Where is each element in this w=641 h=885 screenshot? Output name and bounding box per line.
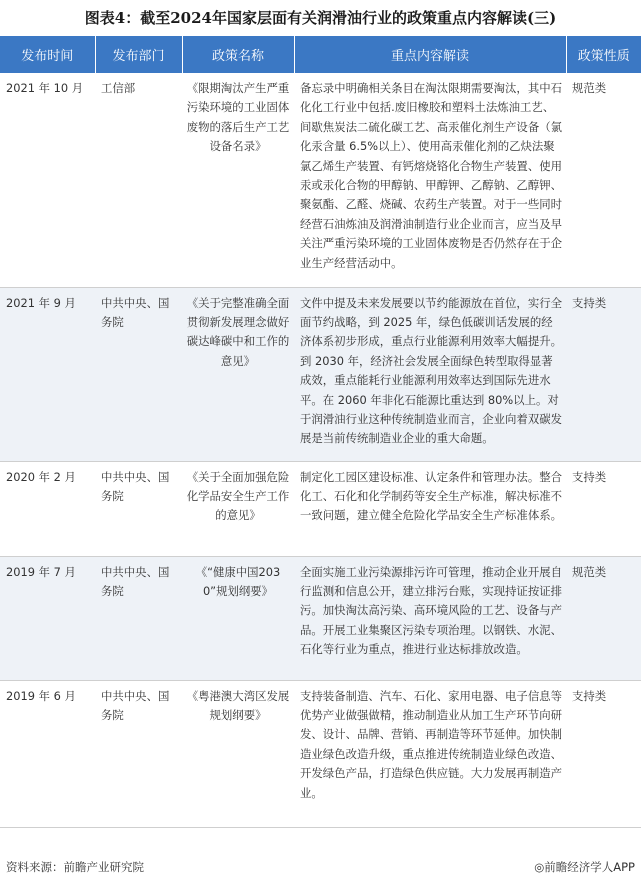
cell-content: 制定化工园区建设标准、认定条件和管理办法。整合化工、石化和化学制药等安全生产标准，解决标准不一致问题，建立健全危险化学品安全生产标准体系。 — [294, 461, 566, 556]
brand-credit: ◎前瞻经济学人APP — [534, 860, 635, 874]
cell-date: 2020 年 2 月 — [0, 461, 95, 556]
cell-policy: 《关于完整准确全面贯彻新发展理念做好碳达峰碳中和工作的意见》 — [182, 287, 294, 461]
cell-policy: 《粤港澳大湾区发展规划纲要》 — [182, 680, 294, 827]
cell-nature: 规范类 — [566, 73, 641, 287]
cell-dept: 中共中央、国务院 — [95, 461, 182, 556]
table-row — [0, 556, 641, 680]
cell-content: 文件中提及未来发展要以节约能源放在首位，实行全面节约战略，到 2025 年，绿色低碳训话发展的经济体系初步形成，重点行业能源利用效率大幅提升。到 2030 年，经济社会发展全面绿色转型取得显著成效，重点能耗行业能源利用效率达到国际先进水平。在 2060 年非化石能源比重达到 80%以上。对于润滑油行业这种传统制造业而言，企业向着双碳发展是当前传统制造业企业的重大命题。 — [294, 287, 566, 461]
cell-content: 全面实施工业污染源排污许可管理，推动企业开展自行监测和信息公开，建立排污台账，实现持证按证排污。加快淘汰高污染、高环境风险的工艺、设备与产品。开展工业集聚区污染专项治理。以钢铁、水泥、石化等行业为重点，推进行业达标排放改造。 — [294, 556, 566, 680]
header-nature: 政策性质 — [566, 36, 641, 73]
cell-date: 2019 年 6 月 — [0, 680, 95, 827]
cell-dept: 工信部 — [95, 73, 182, 287]
cell-dept: 中共中央、国务院 — [95, 287, 182, 461]
cell-nature: 支持类 — [566, 287, 641, 461]
cell-nature: 支持类 — [566, 680, 641, 827]
table-header-row — [0, 36, 641, 73]
cell-dept: 中共中央、国务院 — [95, 680, 182, 827]
cell-policy: 《限期淘汰产生严重污染环境的工业固体废物的落后生产工艺设备名录》 — [182, 73, 294, 287]
header-dept: 发布部门 — [95, 36, 182, 73]
cell-date: 2021 年 10 月 — [0, 73, 95, 287]
cell-content: 备忘录中明确相关条目在淘汰限期需要淘汰，其中石化化工行业中包括.废旧橡胶和塑料土法炼油工艺、间歇焦炭法二硫化碳工艺、高汞催化剂生产设备（氯化汞含量 6.5%以上）、使用高汞催化剂的乙炔法聚氯乙烯生产装置、有钙熔烧铬化合物生产装置、使用汞或汞化合物的甲醇钠、甲醇钾、乙醇钠、乙醇钾、聚氨酯、乙醛、烧碱、农药生产装置。对于一些同时经营石油炼油及润滑油制造行业企业而言，应当及早关注严重污染环境的工业固体废物是否仍然存在于企业生产经营活动中。 — [294, 73, 566, 287]
footer — [0, 855, 641, 883]
chart-title: 图表4：截至2024年国家层面有关润滑油行业的政策重点内容解读(三) — [84, 9, 557, 27]
source-note: 资料来源：前瞻产业研究院 — [6, 860, 144, 874]
header-policy: 政策名称 — [182, 36, 294, 73]
policy-table — [0, 36, 641, 828]
cell-policy: 《关于全面加强危险化学品安全生产工作的意见》 — [182, 461, 294, 556]
header-date: 发布时间 — [0, 36, 95, 73]
header-content: 重点内容解读 — [294, 36, 566, 73]
cell-nature: 支持类 — [566, 461, 641, 556]
cell-nature: 规范类 — [566, 556, 641, 680]
cell-content: 支持装备制造、汽车、石化、家用电器、电子信息等优势产业做强做精，推动制造业从加工生产环节向研发、设计、品牌、营销、再制造等环节延伸。加快制造业绿色改造升级，重点推进传统制造业绿色改造、开发绿色产品，打造绿色供应链。大力发展再制造产业。 — [294, 680, 566, 827]
cell-date: 2021 年 9 月 — [0, 287, 95, 461]
table-row — [0, 73, 641, 287]
table-row — [0, 461, 641, 556]
cell-dept: 中共中央、国务院 — [95, 556, 182, 680]
cell-policy: 《“健康中国2030”规划纲要》 — [182, 556, 294, 680]
cell-date: 2019 年 7 月 — [0, 556, 95, 680]
table-row — [0, 287, 641, 461]
table-row — [0, 680, 641, 827]
